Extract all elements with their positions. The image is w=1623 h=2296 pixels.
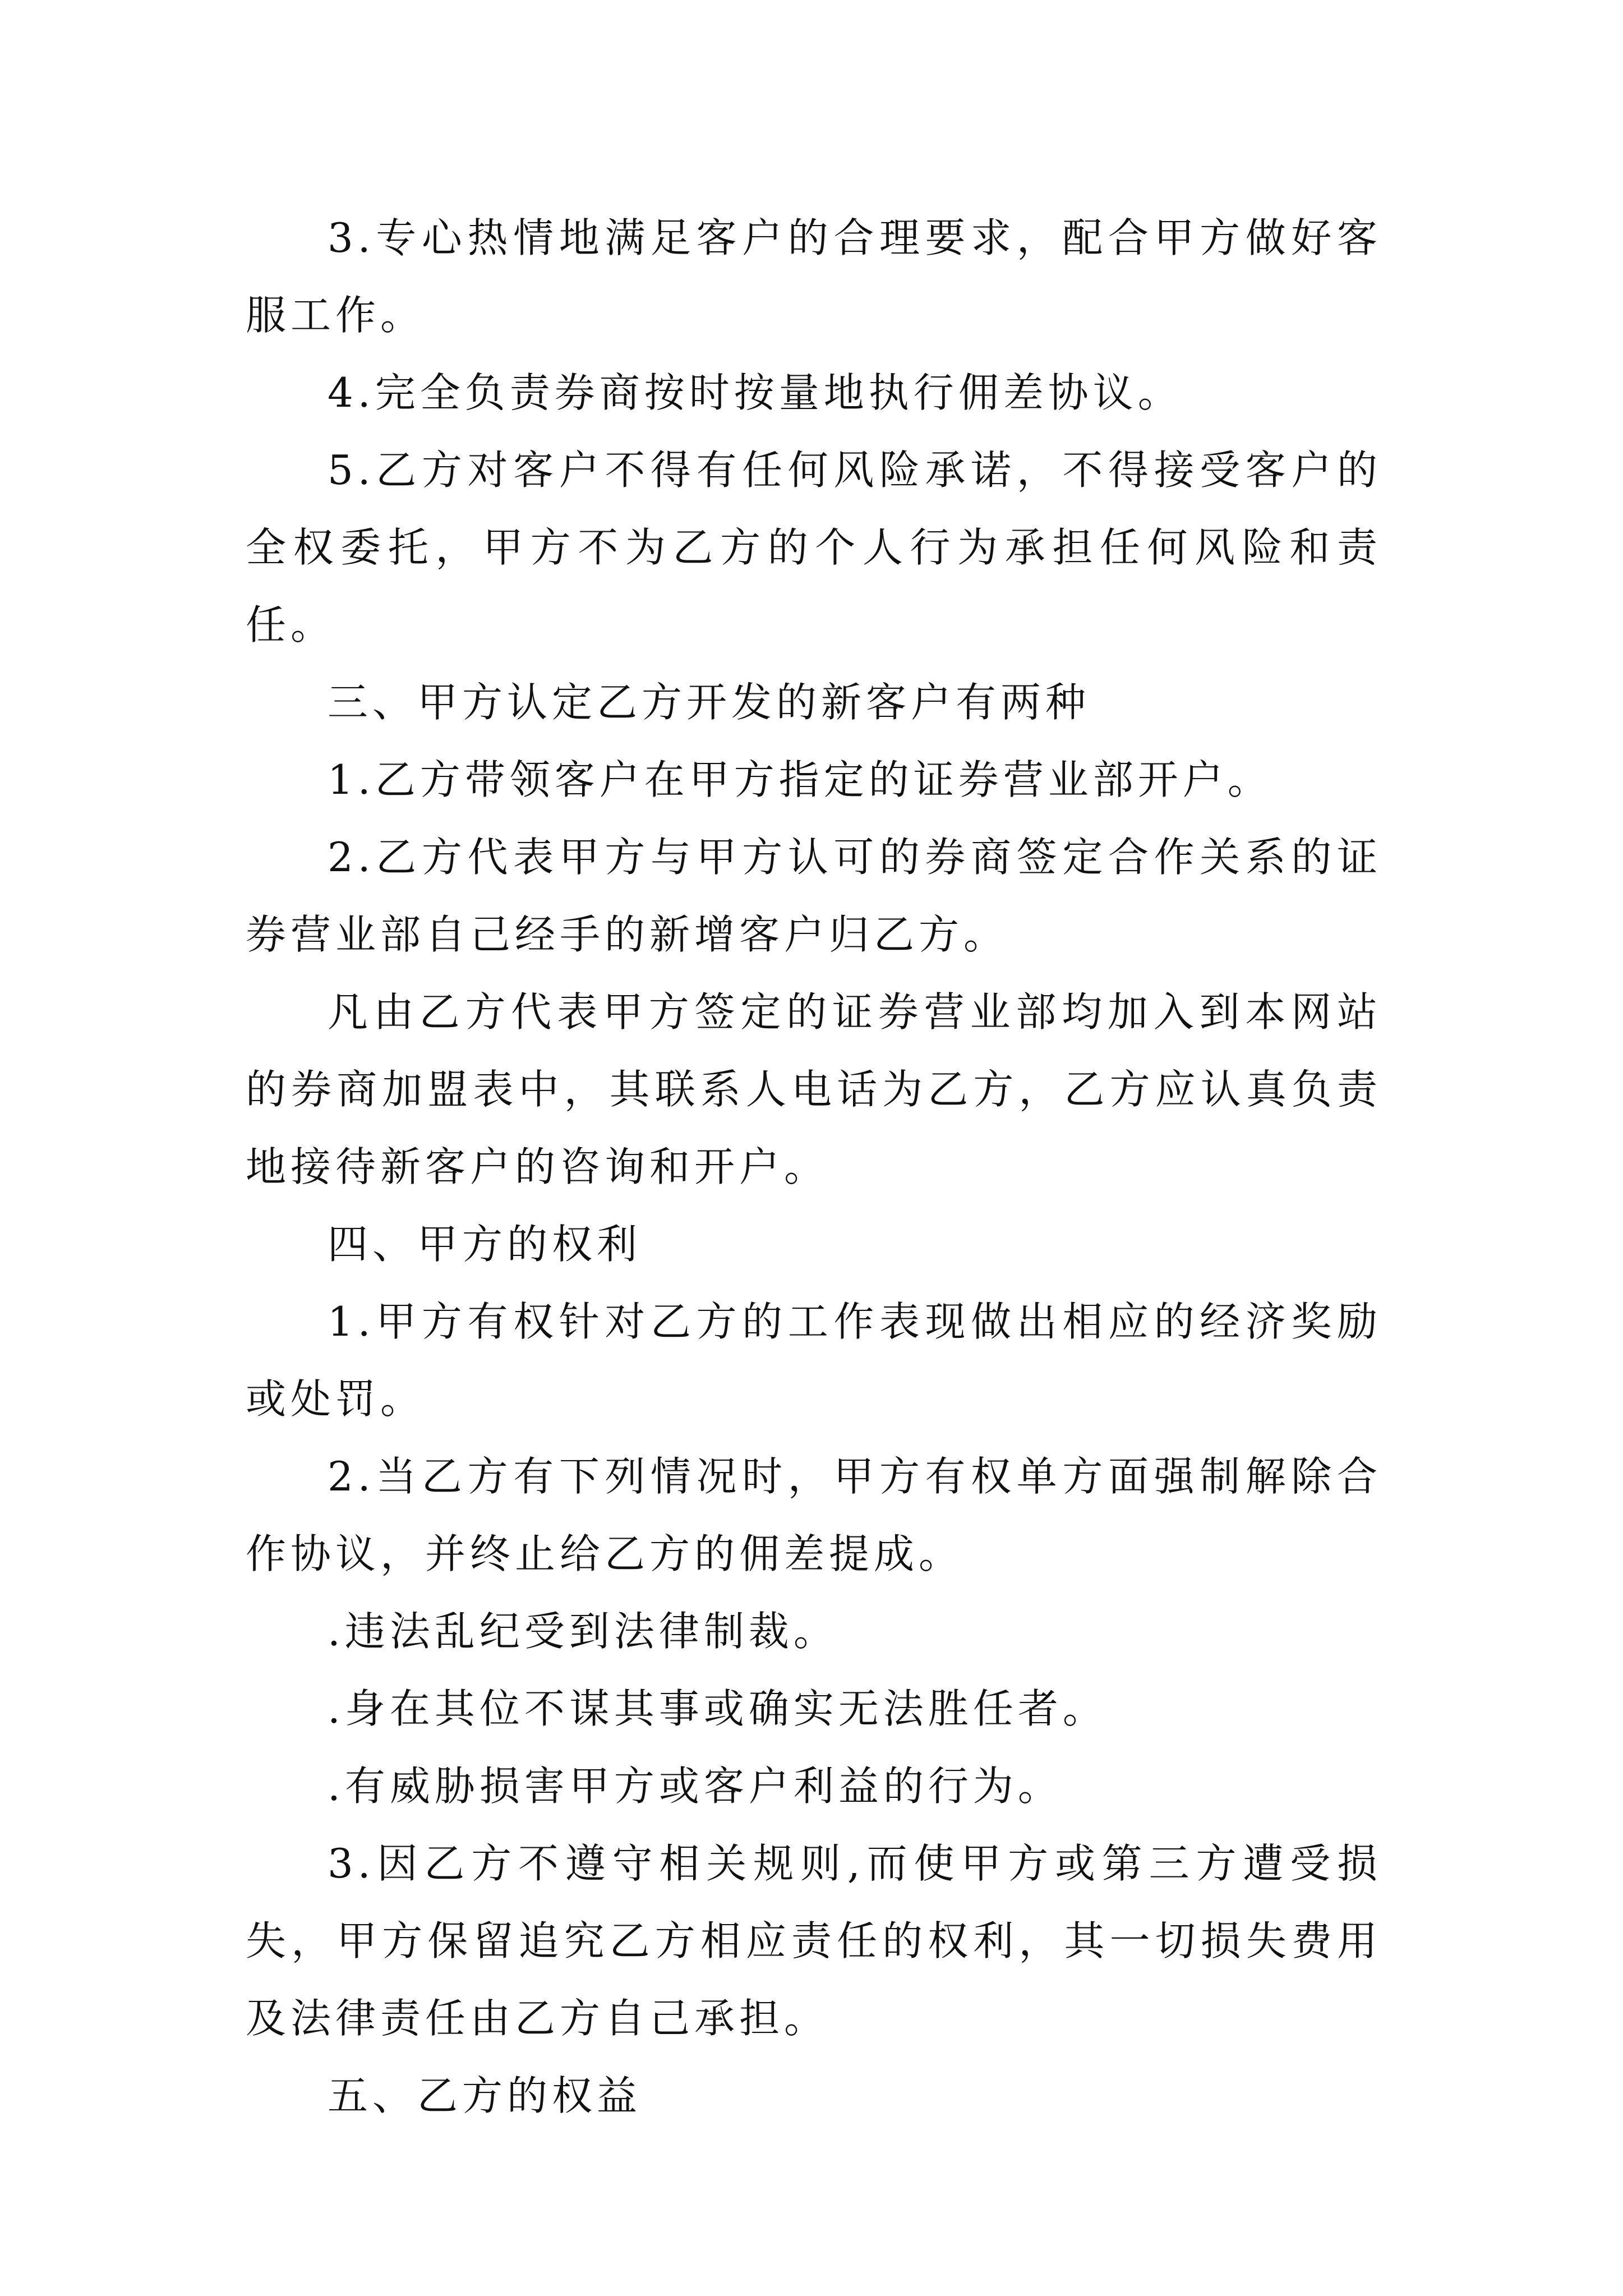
section-heading-party-b-interests: 五、乙方的权益 — [328, 2072, 642, 2119]
paragraph-item-3-service: 3.专心热情地满足客户的合理要求，配合甲方做好客服工作。 — [246, 214, 1382, 339]
paragraph-item-5-risk: 5.乙方对客户不得有任何风险承诺，不得接受客户的全权委托，甲方不为乙方的个人行为承担任何风险和责任。 — [246, 447, 1382, 648]
paragraph-rights-3: 3.因乙方不遵守相关规则,而使甲方或第三方遭受损失，甲方保留追究乙方相应责任的权利，其一切损失费用及法律责任由乙方自己承担。 — [246, 1840, 1382, 2042]
paragraph-condition-3: .有威胁损害甲方或客户利益的行为。 — [328, 1763, 1063, 1810]
section-heading-party-a-rights: 四、甲方的权利 — [328, 1221, 642, 1268]
paragraph-condition-2: .身在其位不谋其事或确实无法胜任者。 — [328, 1685, 1108, 1732]
paragraph-item-4-commission: 4.完全负责券商按时按量地执行佣差协议。 — [328, 369, 1183, 416]
paragraph-broker-join: 凡由乙方代表甲方签定的证券营业部均加入到本网站的券商加盟表中，其联系人电话为乙方，乙方应认真负责地接待新客户的咨询和开户。 — [246, 988, 1382, 1190]
paragraph-condition-1: .违法乱纪受到法律制裁。 — [328, 1608, 838, 1655]
paragraph-new-client-1: 1.乙方带领客户在甲方指定的证券营业部开户。 — [328, 756, 1272, 803]
section-heading-new-clients: 三、甲方认定乙方开发的新客户有两种 — [328, 679, 1091, 726]
paragraph-new-client-2: 2.乙方代表甲方与甲方认可的券商签定合作关系的证券营业部自己经手的新增客户归乙方。 — [246, 834, 1382, 958]
document-body — [246, 199, 1382, 2134]
paragraph-rights-1: 1.甲方有权针对乙方的工作表现做出相应的经济奖励或处罚。 — [246, 1298, 1382, 1423]
paragraph-rights-2: 2.当乙方有下列情况时，甲方有权单方面强制解除合作协议，并终止给乙方的佣差提成。 — [246, 1453, 1382, 1577]
